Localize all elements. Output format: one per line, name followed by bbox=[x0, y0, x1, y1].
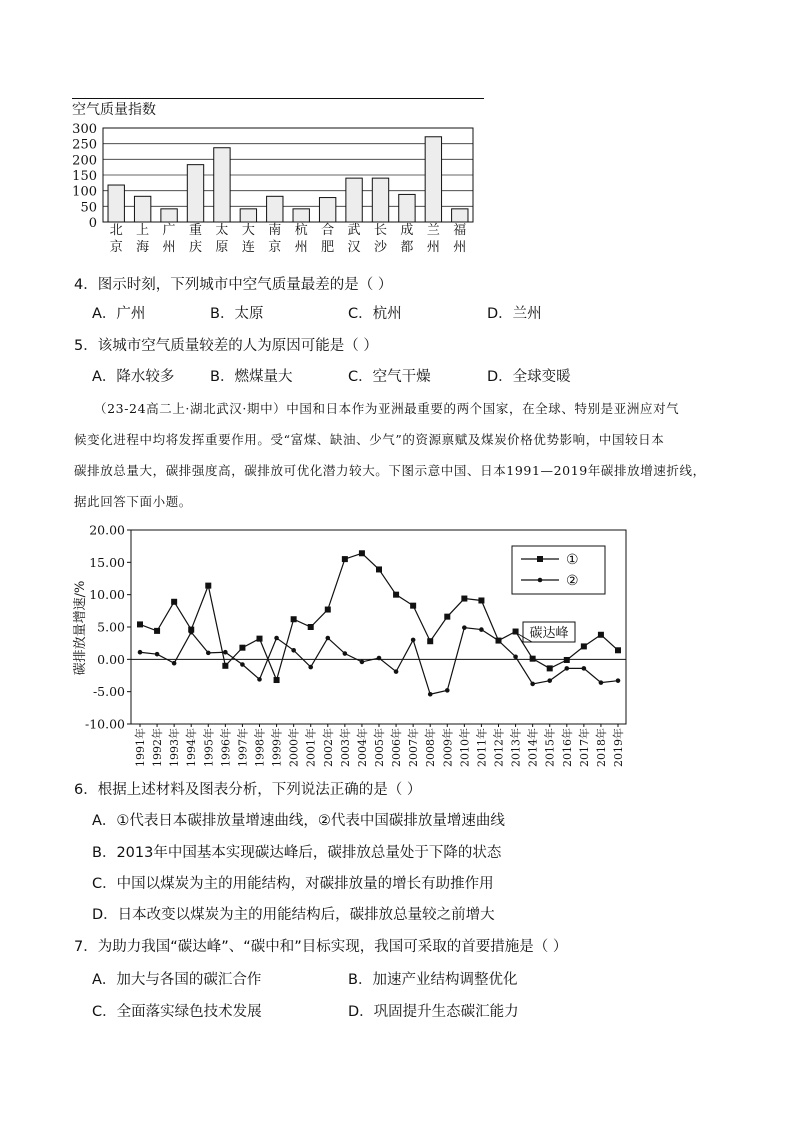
series-1-point bbox=[376, 566, 382, 572]
series-1-point bbox=[205, 583, 211, 589]
chart2-xtick-label: 2016年 bbox=[560, 728, 574, 767]
chart1-category-label: 州 bbox=[426, 240, 440, 255]
chart2-xtick-label: 2000年 bbox=[287, 728, 301, 767]
q7-option-b[interactable]: B．加速产业结构调整优化 bbox=[348, 972, 518, 988]
q7-option-a[interactable]: A．加大与各国的碳汇合作 bbox=[92, 972, 262, 988]
q5-option-c[interactable]: C．空气干燥 bbox=[348, 369, 431, 385]
chart1-ytick-label: 150 bbox=[72, 169, 97, 184]
chart2-xtick-label: 2014年 bbox=[526, 728, 540, 767]
series-2-point bbox=[360, 660, 365, 665]
chart2-ytick-label: 10.00 bbox=[89, 587, 125, 603]
chart1-category-label: 兰 bbox=[426, 223, 440, 238]
series-2-point bbox=[291, 648, 296, 653]
chart1-category-label: 长 bbox=[373, 223, 387, 238]
series-2-point bbox=[325, 636, 330, 641]
chart2-xtick-label: 2007年 bbox=[407, 728, 421, 767]
series-2-point bbox=[599, 680, 604, 685]
q7-option-c[interactable]: C．全面落实绿色技术发展 bbox=[92, 1004, 262, 1020]
chart1-ytick-label: 250 bbox=[72, 137, 97, 153]
chart1-category-label: 州 bbox=[294, 240, 308, 255]
chart2-xtick-label: 1991年 bbox=[134, 728, 147, 767]
chart2-ytick-label: 20.00 bbox=[89, 522, 125, 538]
q5-option-a[interactable]: A．降水较多 bbox=[92, 369, 175, 385]
series-2-point bbox=[189, 630, 194, 635]
chart1-category-label: 杭 bbox=[294, 223, 308, 238]
passage-line-1: （23-24高二上·湖北武汉·期中）中国和日本作为亚洲最重要的两个国家，在全球、特别是亚洲应对气 bbox=[94, 401, 680, 416]
q4-option-c[interactable]: C．杭州 bbox=[348, 306, 402, 322]
chart1-ytick-label: 0 bbox=[88, 216, 97, 231]
series-2-point bbox=[343, 651, 348, 656]
series-1-point bbox=[308, 624, 314, 630]
chart2-xtick-label: 1992年 bbox=[151, 728, 165, 767]
chart2-xtick-label: 1994年 bbox=[185, 728, 199, 767]
series-1-point bbox=[427, 638, 433, 644]
chart2-legend bbox=[512, 546, 605, 594]
series-2-point bbox=[240, 662, 245, 667]
series-2-point bbox=[155, 652, 160, 657]
series-1-point bbox=[171, 599, 177, 605]
series-1-point bbox=[274, 677, 280, 683]
chart1-category-label: 都 bbox=[400, 240, 414, 255]
chart2-xtick-label: 1999年 bbox=[270, 728, 284, 767]
chart1-category-label: 沙 bbox=[373, 240, 387, 255]
series-2-point bbox=[530, 682, 535, 687]
series-1-point bbox=[239, 645, 245, 651]
series-1-point bbox=[359, 550, 365, 556]
series-1-point bbox=[137, 621, 143, 627]
chart1-category-label: 州 bbox=[162, 240, 176, 255]
chart1-ytick-label: 50 bbox=[80, 200, 97, 216]
series-2-point bbox=[377, 656, 382, 661]
series-1-point bbox=[410, 603, 416, 609]
series-2-point bbox=[616, 678, 621, 683]
chart2-xtick-label: 2005年 bbox=[373, 728, 386, 767]
chart2-xtick-label: 1996年 bbox=[219, 728, 233, 767]
chart1-category-label: 广 bbox=[162, 223, 176, 238]
chart1-category-label: 南 bbox=[268, 223, 282, 238]
series-2-point bbox=[496, 638, 501, 643]
q4-option-b[interactable]: B．太原 bbox=[210, 306, 264, 322]
chart2-xtick-label: 2017年 bbox=[577, 728, 591, 767]
series-2-point bbox=[428, 692, 433, 697]
legend-2-marker bbox=[538, 578, 543, 583]
q5-option-d[interactable]: D．全球变暖 bbox=[487, 369, 571, 385]
series-1-point bbox=[325, 607, 331, 613]
chart2-xtick-label: 1997年 bbox=[236, 728, 250, 767]
chart1-category-label: 海 bbox=[136, 240, 150, 255]
series-2-point bbox=[564, 666, 569, 671]
series-2-point bbox=[445, 688, 450, 693]
q7-option-d[interactable]: D．巩固提升生态碳汇能力 bbox=[348, 1004, 519, 1020]
series-1-point bbox=[257, 636, 263, 642]
q6-option-b[interactable]: B．2013年中国基本实现碳达峰后，碳排放总量处于下降的状态 bbox=[92, 845, 502, 861]
chart2-ytick-label: 15.00 bbox=[89, 554, 125, 570]
chart2-xtick-label: 2019年 bbox=[612, 728, 625, 767]
chart1-category-label: 上 bbox=[136, 223, 150, 238]
series-2-point bbox=[462, 625, 467, 630]
series-1-point bbox=[547, 665, 553, 671]
series-2-point bbox=[138, 650, 143, 655]
series-2-point bbox=[547, 678, 552, 683]
passage-line-4: 据此回答下面小题。 bbox=[74, 494, 192, 509]
chart1-category-label: 京 bbox=[268, 240, 282, 255]
series-2-point bbox=[411, 638, 416, 643]
legend-1-label: ① bbox=[566, 552, 579, 568]
chart1-category-label: 成 bbox=[400, 223, 414, 238]
chart2-xtick-label: 2008年 bbox=[424, 728, 438, 767]
chart2-xtick-label: 2011年 bbox=[475, 728, 489, 767]
q4-option-a[interactable]: A．广州 bbox=[92, 306, 146, 322]
series-1-point bbox=[154, 628, 160, 634]
series-1-point bbox=[444, 614, 450, 620]
chart1-category-label: 北 bbox=[109, 223, 123, 238]
chart2-xtick-label: 2018年 bbox=[594, 728, 608, 767]
q5-option-b[interactable]: B．燃煤量大 bbox=[210, 369, 293, 385]
chart1-category-label: 福 bbox=[453, 223, 467, 238]
q6-option-c[interactable]: C．中国以煤炭为主的用能结构，对碳排放量的增长有助推作用 bbox=[92, 876, 494, 892]
series-2-point bbox=[172, 661, 177, 666]
chart1-ytick-label: 100 bbox=[72, 184, 97, 200]
chart1-category-label: 武 bbox=[347, 223, 361, 238]
series-2-point bbox=[582, 666, 587, 671]
series-1-point bbox=[478, 597, 484, 603]
series-1-point bbox=[393, 592, 399, 598]
q6-option-d[interactable]: D．日本改变以煤炭为主的用能结构后，碳排放总量较之前增大 bbox=[92, 907, 495, 923]
chart2-ylabel: 碳排放量增速/% bbox=[73, 580, 88, 676]
series-1-point bbox=[461, 596, 467, 602]
chart1-category-label: 大 bbox=[241, 223, 255, 238]
passage-line-2: 候变化进程中均将发挥重要作用。受“富煤、缺油、少气”的资源禀赋及煤炭价格优势影响，中国较日本 bbox=[74, 432, 665, 447]
chart1-category-label: 州 bbox=[453, 240, 467, 255]
annotation-label: 碳达峰 bbox=[529, 626, 569, 641]
chart1-category-label: 原 bbox=[215, 240, 229, 255]
chart1-category-label: 庆 bbox=[188, 240, 202, 255]
chart2-xtick-label: 2010年 bbox=[458, 728, 472, 767]
series-1-point bbox=[291, 616, 297, 622]
series-2-point bbox=[274, 636, 279, 641]
legend-2-label: ② bbox=[566, 573, 579, 589]
series-2-point bbox=[394, 669, 399, 674]
question-5: 5．该城市空气质量较差的人为原因可能是（ ） bbox=[74, 338, 378, 354]
passage-line-3: 碳排放总量大，碳排强度高，碳排放可优化潜力较大。下图示意中国、日本1991—2019年碳排放增速折线， bbox=[74, 463, 706, 478]
series-1-point bbox=[530, 656, 536, 662]
chart1-category-label: 重 bbox=[188, 223, 202, 238]
chart1-category-label: 合 bbox=[321, 223, 335, 238]
chart2-xtick-label: 2015年 bbox=[543, 728, 557, 767]
chart2-ytick-label: 5.00 bbox=[97, 619, 125, 635]
q6-option-a[interactable]: A．①代表日本碳排放量增速曲线，②代表中国碳排放量增速曲线 bbox=[92, 813, 505, 829]
series-1-point bbox=[598, 632, 604, 638]
chart2-xtick-label: 1998年 bbox=[253, 728, 267, 767]
legend-1-marker bbox=[537, 556, 543, 562]
series-2-point bbox=[513, 654, 518, 659]
q4-option-d[interactable]: D．兰州 bbox=[487, 306, 542, 322]
chart2-ytick-label: -10.00 bbox=[84, 716, 125, 732]
chart1-category-label: 肥 bbox=[321, 240, 335, 255]
series-2-point bbox=[479, 627, 484, 632]
series-1-point bbox=[615, 647, 621, 653]
chart2-xtick-label: 2012年 bbox=[492, 728, 506, 767]
series-2-point bbox=[206, 651, 211, 656]
chart2-xtick-label: 2004年 bbox=[355, 728, 369, 767]
chart2-xtick-label: 2013年 bbox=[509, 728, 523, 767]
chart1-ytick-label: 200 bbox=[72, 153, 97, 169]
chart2-xtick-label: 1993年 bbox=[168, 728, 182, 767]
chart1-title: 空气质量指数 bbox=[72, 102, 156, 118]
series-2-point bbox=[308, 665, 313, 670]
chart1-category-label: 京 bbox=[109, 240, 123, 255]
question-7: 7．为助力我国“碳达峰”、“碳中和”目标实现，我国可采取的首要措施是（ ） bbox=[74, 939, 568, 955]
chart1-category-label: 汉 bbox=[347, 240, 361, 255]
chart2-xtick-label: 2006年 bbox=[390, 728, 404, 767]
chart2-xtick-label: 2003年 bbox=[338, 728, 352, 767]
series-1-point bbox=[581, 643, 587, 649]
chart1-ytick-label: 300 bbox=[72, 122, 97, 137]
question-4: 4．图示时刻，下列城市中空气质量最差的是（ ） bbox=[74, 277, 393, 293]
series-1-point bbox=[564, 657, 570, 663]
question-6: 6．根据上述材料及图表分析，下列说法正确的是（ ） bbox=[74, 782, 422, 798]
chart2-ytick-label: 0.00 bbox=[97, 651, 125, 667]
series-2-point bbox=[257, 677, 262, 682]
chart2-xtick-label: 2009年 bbox=[441, 728, 455, 767]
chart2-xtick-label: 2001年 bbox=[304, 728, 318, 767]
chart2-xtick-label: 2002年 bbox=[321, 728, 335, 767]
chart2-xtick-label: 1995年 bbox=[202, 728, 216, 767]
chart2-ytick-label: -5.00 bbox=[92, 684, 125, 700]
series-2-point bbox=[223, 650, 228, 655]
chart1-category-label: 连 bbox=[241, 240, 255, 255]
series-1-point bbox=[222, 663, 228, 669]
series-1-point bbox=[342, 556, 348, 562]
chart1-category-label: 太 bbox=[215, 223, 229, 238]
